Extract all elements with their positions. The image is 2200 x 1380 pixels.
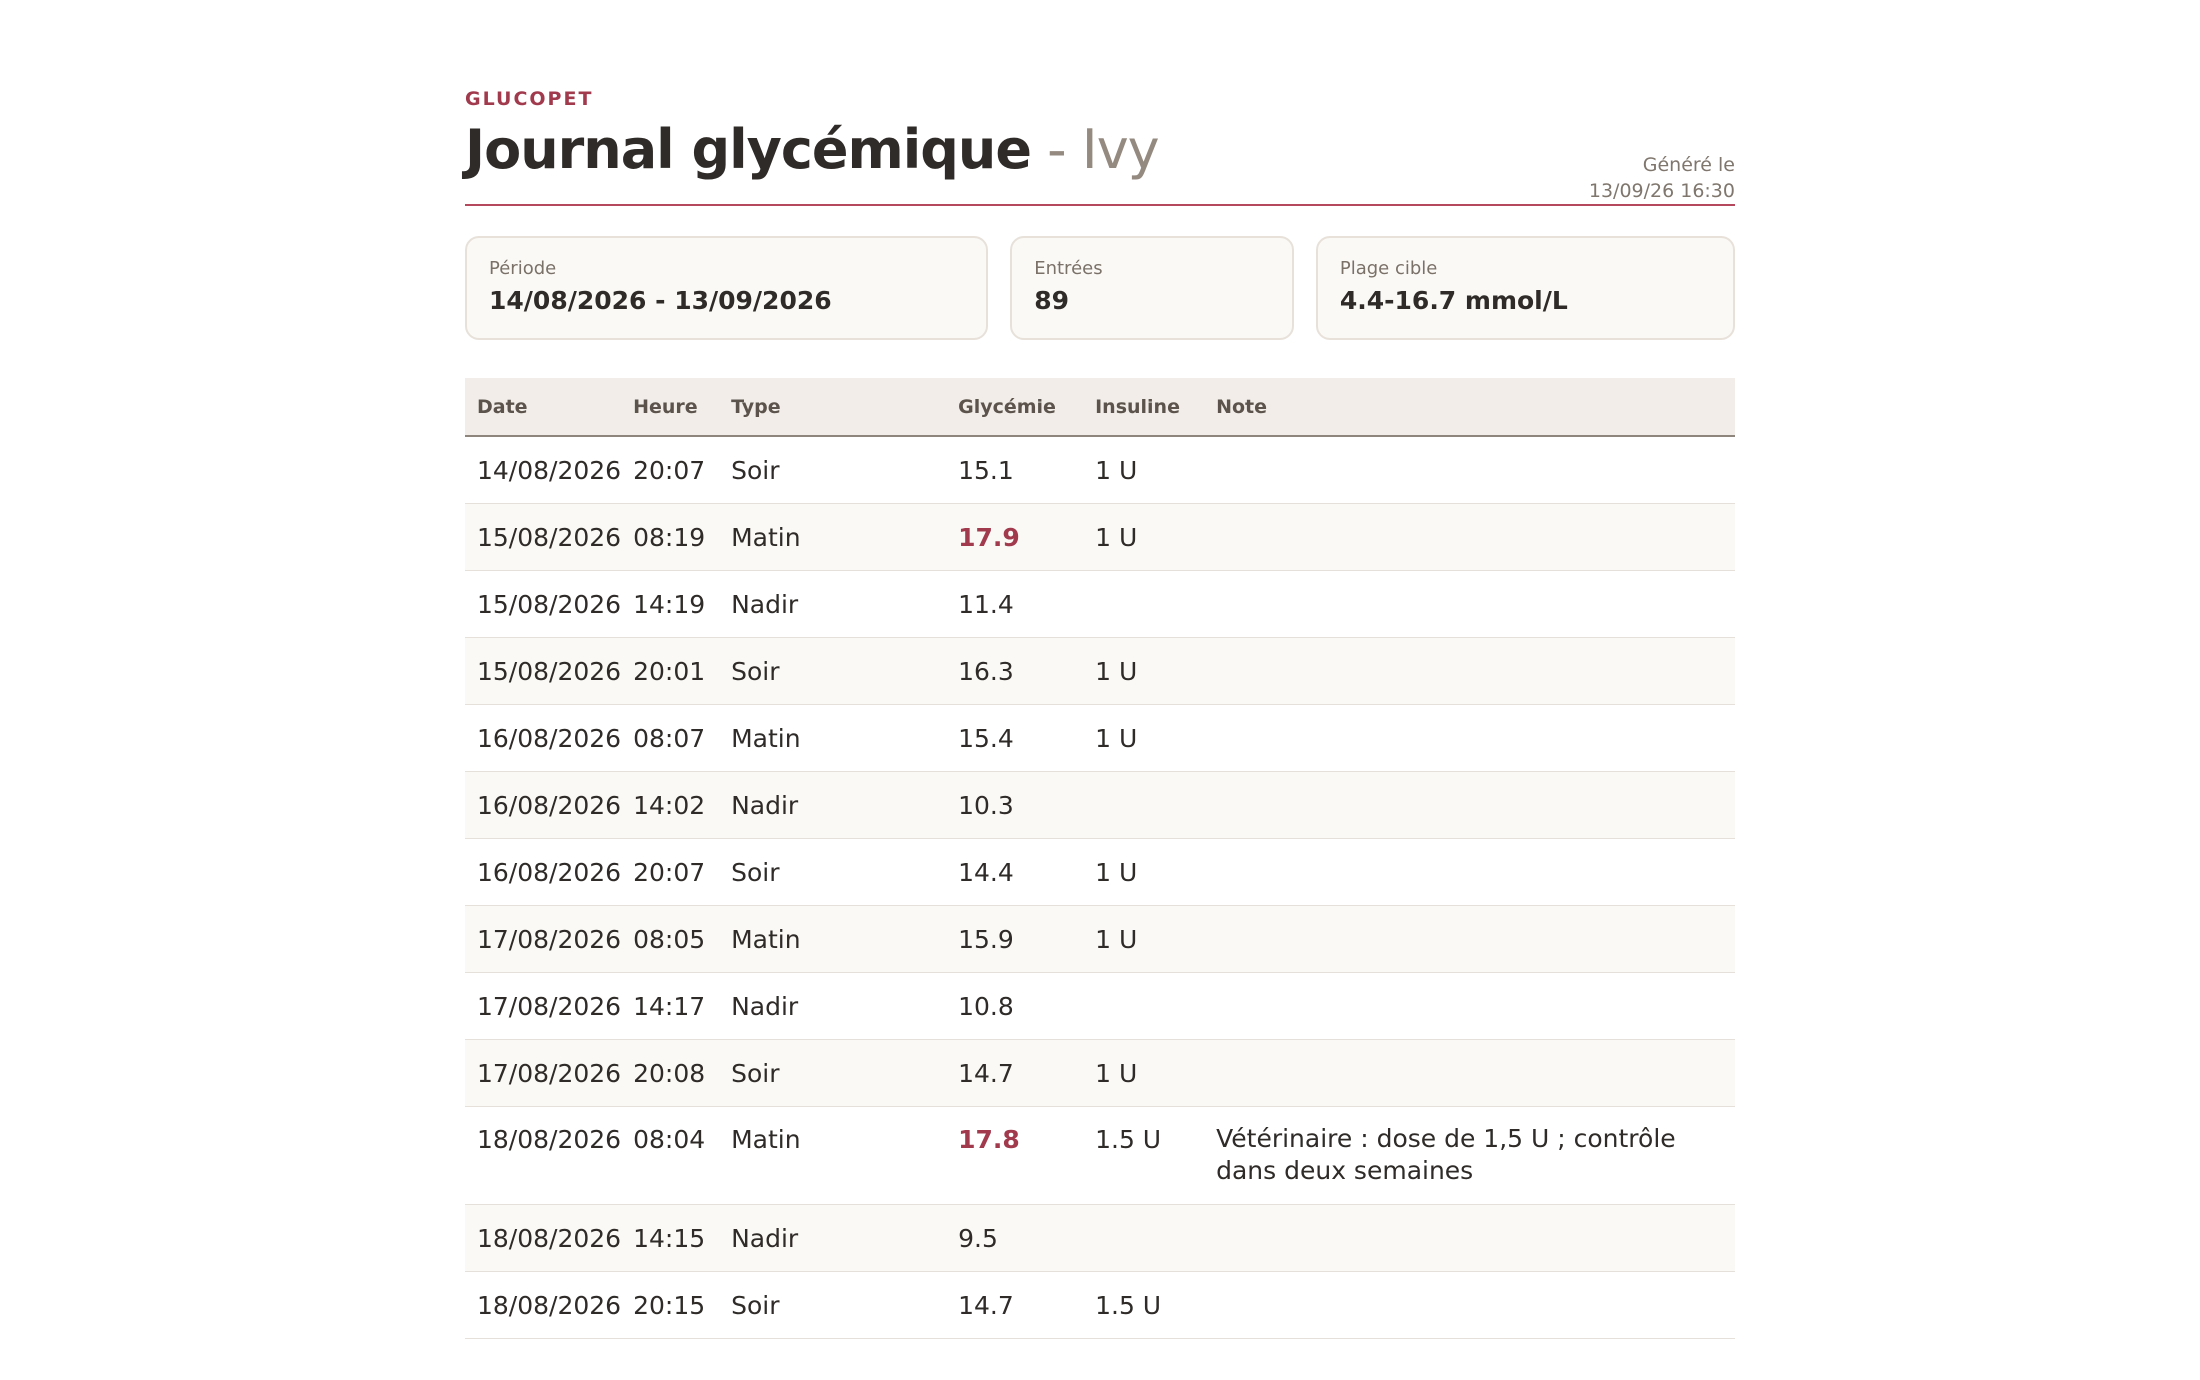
cell-date: 17/08/2026	[465, 1040, 621, 1107]
cell-glycemia: 11.4	[946, 571, 1083, 638]
cell-note	[1204, 839, 1735, 906]
entries-label: Entrées	[1034, 258, 1103, 279]
cell-insulin: 1 U	[1083, 705, 1204, 772]
table-row	[465, 705, 1735, 772]
table-row	[465, 436, 1735, 504]
cell-note	[1204, 638, 1735, 705]
cell-type: Matin	[719, 504, 946, 571]
cell-time: 08:07	[621, 705, 719, 772]
cell-insulin	[1083, 571, 1204, 638]
cell-type: Soir	[719, 638, 946, 705]
cell-date: 16/08/2026	[465, 705, 621, 772]
cell-type: Nadir	[719, 1205, 946, 1272]
cell-glycemia: 14.7	[946, 1040, 1083, 1107]
cell-insulin	[1083, 973, 1204, 1040]
cell-glycemia: 15.4	[946, 705, 1083, 772]
table-row	[465, 504, 1735, 571]
cell-insulin: 1 U	[1083, 638, 1204, 705]
cell-glycemia: 15.1	[946, 436, 1083, 504]
cell-type: Soir	[719, 1040, 946, 1107]
cell-insulin: 1.5 U	[1083, 1272, 1204, 1339]
cell-insulin	[1083, 1205, 1204, 1272]
glucose-log-table	[465, 378, 1735, 1339]
cell-time: 20:08	[621, 1040, 719, 1107]
brand-name: GLUCOPET	[465, 88, 594, 110]
cell-glycemia: 14.4	[946, 839, 1083, 906]
cell-glycemia: 17.8	[946, 1107, 1083, 1205]
cell-note	[1204, 1040, 1735, 1107]
cell-date: 17/08/2026	[465, 973, 621, 1040]
cell-time: 20:07	[621, 839, 719, 906]
table-row	[465, 906, 1735, 973]
cell-insulin: 1 U	[1083, 436, 1204, 504]
table-row	[465, 973, 1735, 1040]
period-label: Période	[489, 258, 557, 279]
cell-note	[1204, 1205, 1735, 1272]
cell-time: 08:04	[621, 1107, 719, 1205]
cell-date: 15/08/2026	[465, 571, 621, 638]
cell-time: 08:19	[621, 504, 719, 571]
cell-time: 20:01	[621, 638, 719, 705]
cell-insulin: 1 U	[1083, 839, 1204, 906]
cell-type: Matin	[719, 705, 946, 772]
cell-note	[1204, 772, 1735, 839]
cell-note	[1204, 906, 1735, 973]
cell-type: Nadir	[719, 973, 946, 1040]
cell-note: Vétérinaire : dose de 1,5 U ; contrôle dans deux semaines	[1204, 1107, 1735, 1205]
cell-time: 14:15	[621, 1205, 719, 1272]
summary-cards	[465, 236, 1735, 340]
cell-glycemia: 17.9	[946, 504, 1083, 571]
table-row	[465, 1107, 1735, 1205]
cell-note	[1204, 705, 1735, 772]
cell-insulin: 1 U	[1083, 1040, 1204, 1107]
cell-time: 14:17	[621, 973, 719, 1040]
generated-label: Généré le	[1642, 154, 1735, 176]
cell-glycemia: 10.8	[946, 973, 1083, 1040]
cell-date: 14/08/2026	[465, 436, 621, 504]
cell-glycemia: 16.3	[946, 638, 1083, 705]
table-body	[465, 436, 1735, 1339]
column-header-time: Heure	[621, 378, 719, 436]
generated-info	[1589, 152, 1735, 204]
cell-glycemia: 15.9	[946, 906, 1083, 973]
cell-type: Matin	[719, 1107, 946, 1205]
target-range-value: 4.4-16.7 mmol/L	[1339, 286, 1568, 315]
cell-type: Nadir	[719, 571, 946, 638]
cell-note	[1204, 504, 1735, 571]
pet-name: Ivy	[1081, 118, 1159, 181]
cell-insulin	[1083, 772, 1204, 839]
cell-time: 14:19	[621, 571, 719, 638]
cell-insulin: 1 U	[1083, 906, 1204, 973]
generated-timestamp: 13/09/26 16:30	[1588, 180, 1735, 202]
table-row	[465, 638, 1735, 705]
target-range-card	[1316, 236, 1735, 340]
target-range-label: Plage cible	[1339, 258, 1438, 279]
glucose-log-report	[465, 88, 1735, 1339]
cell-glycemia: 14.7	[946, 1272, 1083, 1339]
cell-time: 08:05	[621, 906, 719, 973]
title-text: Journal glycémique	[465, 118, 1031, 181]
title-separator: -	[1030, 118, 1082, 181]
period-value: 14/08/2026 - 13/09/2026	[489, 286, 832, 315]
cell-date: 17/08/2026	[465, 906, 621, 973]
table-row	[465, 571, 1735, 638]
cell-date: 18/08/2026	[465, 1272, 621, 1339]
column-header-glycemia: Glycémie	[946, 378, 1083, 436]
cell-date: 18/08/2026	[465, 1107, 621, 1205]
table-row	[465, 839, 1735, 906]
cell-insulin: 1.5 U	[1083, 1107, 1204, 1205]
cell-type: Nadir	[719, 772, 946, 839]
cell-date: 16/08/2026	[465, 772, 621, 839]
cell-type: Matin	[719, 906, 946, 973]
cell-time: 14:02	[621, 772, 719, 839]
page-title	[465, 114, 1159, 186]
cell-glycemia: 9.5	[946, 1205, 1083, 1272]
cell-note	[1204, 436, 1735, 504]
entries-card	[1010, 236, 1294, 340]
cell-note	[1204, 973, 1735, 1040]
report-header	[465, 114, 1735, 206]
cell-type: Soir	[719, 1272, 946, 1339]
cell-note	[1204, 1272, 1735, 1339]
cell-note	[1204, 571, 1735, 638]
column-header-date: Date	[465, 378, 621, 436]
cell-glycemia: 10.3	[946, 772, 1083, 839]
cell-insulin: 1 U	[1083, 504, 1204, 571]
cell-date: 16/08/2026	[465, 839, 621, 906]
cell-date: 15/08/2026	[465, 638, 621, 705]
table-row	[465, 772, 1735, 839]
entries-value: 89	[1034, 286, 1070, 315]
cell-date: 15/08/2026	[465, 504, 621, 571]
cell-type: Soir	[719, 436, 946, 504]
cell-time: 20:07	[621, 436, 719, 504]
cell-type: Soir	[719, 839, 946, 906]
table-header-row	[465, 378, 1735, 436]
column-header-note: Note	[1204, 378, 1735, 436]
column-header-type: Type	[719, 378, 946, 436]
table-row	[465, 1272, 1735, 1339]
column-header-insulin: Insuline	[1083, 378, 1204, 436]
table-row	[465, 1040, 1735, 1107]
period-card	[465, 236, 988, 340]
table-row	[465, 1205, 1735, 1272]
cell-time: 20:15	[621, 1272, 719, 1339]
cell-date: 18/08/2026	[465, 1205, 621, 1272]
